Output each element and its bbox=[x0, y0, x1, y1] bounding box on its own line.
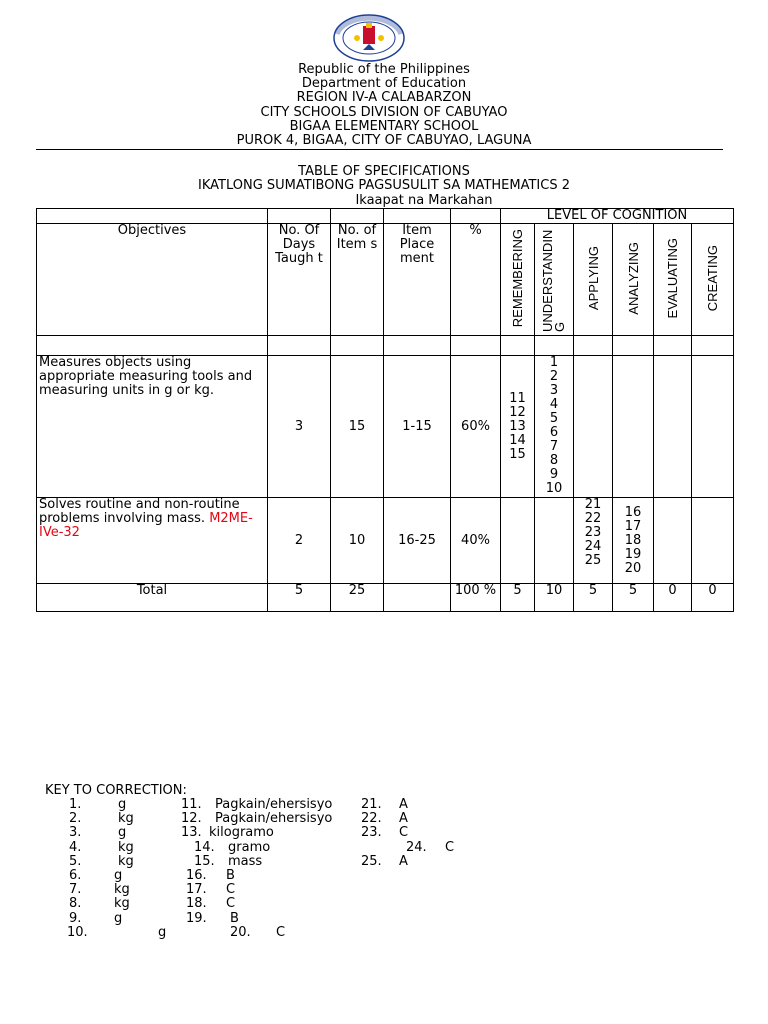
key-number: 7. bbox=[69, 882, 82, 898]
table-row bbox=[37, 209, 734, 224]
key-answer: kilogramo bbox=[209, 825, 274, 841]
applying-items: 21 22 23 24 25 bbox=[574, 498, 613, 584]
col-applying: APPLYING bbox=[574, 224, 613, 336]
key-answer: C bbox=[276, 924, 286, 940]
remembering-items: 11 12 13 14 15 bbox=[501, 356, 535, 498]
col-creating: CREATING bbox=[692, 224, 734, 336]
key-number: 24. bbox=[406, 839, 427, 855]
key-answer: gramo bbox=[228, 839, 271, 855]
key-answer: A bbox=[399, 811, 408, 827]
percent-value: 60% bbox=[451, 356, 501, 498]
placement-value: 16-25 bbox=[384, 498, 451, 584]
key-number: 21. bbox=[361, 797, 382, 812]
header-line-republic: Republic of the Philippines bbox=[298, 62, 470, 77]
table-total-row bbox=[37, 584, 734, 612]
total-understanding: 10 bbox=[535, 584, 574, 612]
key-number: 10. bbox=[67, 924, 88, 940]
key-answer: mass bbox=[228, 853, 263, 869]
header-line-division: CITY SCHOOLS DIVISION OF CABUYAO bbox=[260, 105, 508, 120]
key-number: 1. bbox=[69, 797, 82, 812]
key-answer: B bbox=[230, 910, 239, 926]
col-objectives: Objectives bbox=[37, 224, 268, 336]
col-evaluating: EVALUATING bbox=[654, 224, 692, 336]
percent-value: 40% bbox=[451, 498, 501, 584]
key-answer: g bbox=[114, 868, 123, 883]
evaluating-items bbox=[654, 498, 692, 584]
total-days: 5 bbox=[268, 584, 331, 612]
key-number: 19. bbox=[186, 910, 207, 926]
key-answer: kg bbox=[118, 839, 134, 855]
key-number: 13. bbox=[181, 825, 202, 841]
key-answer: kg bbox=[114, 882, 130, 898]
evaluating-items bbox=[654, 356, 692, 498]
key-answer: g bbox=[158, 924, 167, 940]
items-value: 10 bbox=[331, 498, 384, 584]
col-percent: % bbox=[451, 224, 501, 336]
key-answer: C bbox=[445, 839, 455, 855]
placement-value: 1-15 bbox=[384, 356, 451, 498]
key-number: 16. bbox=[186, 868, 207, 883]
key-number: 15. bbox=[194, 853, 215, 869]
understanding-items: 1 2 3 4 5 6 7 8 9 10 bbox=[535, 356, 574, 498]
key-number: 6. bbox=[69, 868, 82, 883]
level-of-cognition-heading: LEVEL OF COGNITION bbox=[501, 209, 734, 224]
key-answer: C bbox=[399, 825, 409, 841]
doc-subtitle: IKATLONG SUMATIBONG PAGSUSULIT SA MATHEMATICS 2 bbox=[198, 178, 570, 193]
objective-text: Measures objects using appropriate measuring tools and measuring units in g or kg. bbox=[37, 356, 268, 498]
analyzing-items: 16 17 18 19 20 bbox=[613, 498, 654, 584]
key-number: 11. bbox=[181, 797, 202, 812]
days-value: 3 bbox=[268, 356, 331, 498]
col-days: No. Of Days Taugh t bbox=[268, 224, 331, 336]
total-evaluating: 0 bbox=[654, 584, 692, 612]
key-answer: C bbox=[226, 882, 236, 898]
key-answer: A bbox=[399, 797, 408, 812]
total-placement bbox=[384, 584, 451, 612]
applying-items bbox=[574, 356, 613, 498]
col-understanding: UNDERSTANDIN G bbox=[535, 224, 574, 336]
understanding-items bbox=[535, 498, 574, 584]
col-items: No. of Item s bbox=[331, 224, 384, 336]
key-answer: A bbox=[399, 853, 408, 869]
key-number: 3. bbox=[69, 825, 82, 841]
key-number: 14. bbox=[194, 839, 215, 855]
analyzing-items bbox=[613, 356, 654, 498]
days-value: 2 bbox=[268, 498, 331, 584]
col-analyzing: ANALYZING bbox=[613, 224, 654, 336]
key-answer: Pagkain/ehersisyo bbox=[215, 797, 333, 812]
table-row bbox=[37, 498, 734, 584]
objective-text: Solves routine and non-routine problems involving mass. M2ME-IVe-32 bbox=[37, 498, 268, 584]
key-number: 23. bbox=[361, 825, 382, 841]
header-line-school: BIGAA ELEMENTARY SCHOOL bbox=[289, 119, 479, 134]
total-items: 25 bbox=[331, 584, 384, 612]
col-placement: Item Place ment bbox=[384, 224, 451, 336]
key-number: 2. bbox=[69, 811, 82, 827]
items-value: 15 bbox=[331, 356, 384, 498]
total-applying: 5 bbox=[574, 584, 613, 612]
header-line-department: Department of Education bbox=[301, 76, 467, 91]
doc-title: TABLE OF SPECIFICATIONS bbox=[298, 164, 470, 179]
key-number: 22. bbox=[361, 811, 382, 827]
header-line-address: PUROK 4, BIGAA, CITY OF CABUYAO, LAGUNA bbox=[236, 133, 532, 148]
total-analyzing: 5 bbox=[613, 584, 654, 612]
header-divider bbox=[36, 149, 723, 150]
key-answer: g bbox=[114, 910, 123, 926]
total-creating: 0 bbox=[692, 584, 734, 612]
key-number: 8. bbox=[69, 896, 82, 912]
table-row bbox=[37, 356, 734, 498]
total-remembering: 5 bbox=[501, 584, 535, 612]
total-label: Total bbox=[37, 584, 268, 612]
key-answer: B bbox=[226, 868, 235, 883]
key-number: 18. bbox=[186, 896, 207, 912]
key-answer: kg bbox=[114, 896, 130, 912]
key-answer: Pagkain/ehersisyo bbox=[215, 811, 333, 827]
key-number: 4. bbox=[69, 839, 82, 855]
creating-items bbox=[692, 356, 734, 498]
key-answer: C bbox=[226, 896, 236, 912]
total-percent: 100 % bbox=[451, 584, 501, 612]
key-answer: kg bbox=[118, 811, 134, 827]
key-answer: g bbox=[118, 825, 127, 841]
key-answer: g bbox=[118, 797, 127, 812]
creating-items bbox=[692, 498, 734, 584]
col-remembering: REMEMBERING bbox=[501, 224, 535, 336]
key-number: 12. bbox=[181, 811, 202, 827]
key-answer: kg bbox=[118, 853, 134, 869]
key-number: 25. bbox=[361, 853, 382, 869]
key-heading: KEY TO CORRECTION: bbox=[45, 783, 187, 798]
table-spacer-row bbox=[37, 336, 734, 356]
key-number: 5. bbox=[69, 853, 82, 869]
specifications-table bbox=[36, 208, 734, 612]
key-number: 20. bbox=[230, 924, 251, 940]
doc-quarter: Ikaapat na Markahan bbox=[355, 193, 493, 208]
table-header-row bbox=[37, 224, 734, 336]
competency-code: M2ME-IVe-32 bbox=[39, 511, 253, 540]
header-line-region: REGION IV-A CALABARZON bbox=[296, 90, 472, 105]
key-number: 17. bbox=[186, 882, 207, 898]
remembering-items bbox=[501, 498, 535, 584]
key-number: 9. bbox=[69, 910, 82, 926]
deped-seal-logo bbox=[333, 14, 405, 62]
